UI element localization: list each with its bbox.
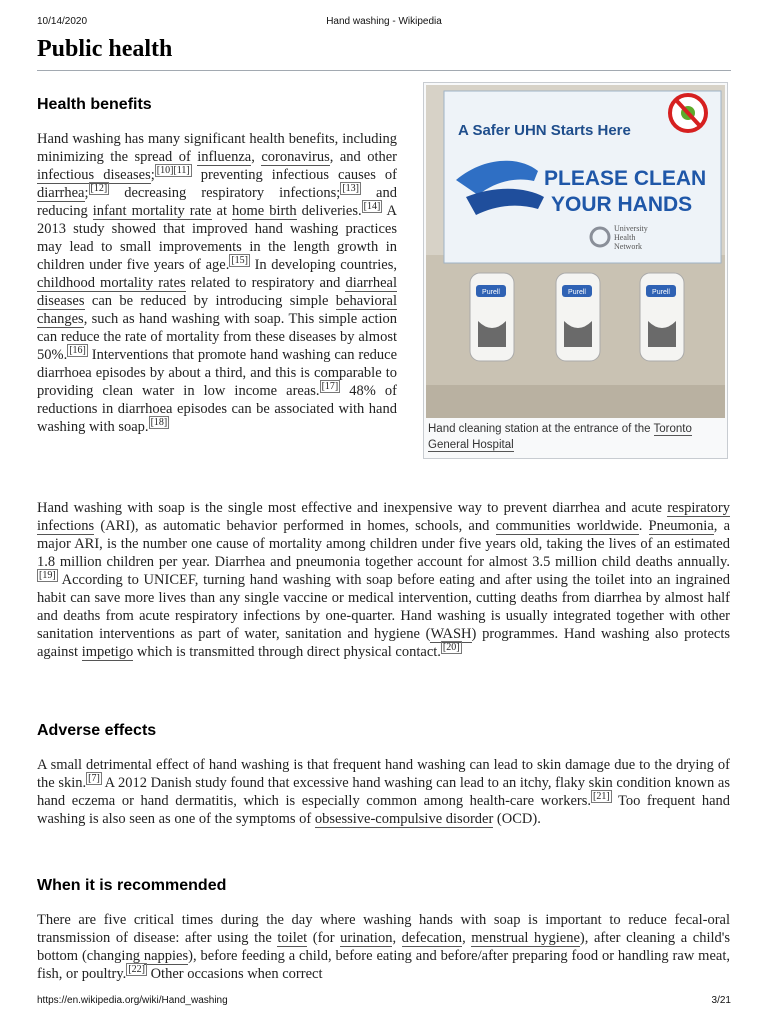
section-heading-health-benefits: Health benefits — [37, 96, 152, 113]
paragraph-when-recommended: There are five critical times during the day where washing hands with soap is important to reduce fecal-oral transmission of disease: after using the toilet (for urination, defecation, menstrual hygiene), after cleaning a child's bottom (changing nappies), before feeding a child, before eating and before/after preparing food or handling raw meat, fish, or poultry. [22] Other occasions when correct — [37, 912, 731, 982]
dispenser-brand-label: Purell — [482, 289, 500, 296]
title-divider — [37, 70, 731, 71]
logo-text-1: University — [614, 224, 648, 233]
print-date: 10/14/2020 — [37, 16, 88, 27]
dispenser-center-icon — [556, 273, 600, 361]
dispenser-brand-label: Purell — [568, 289, 586, 296]
link-diarrhea[interactable]: diarrhea — [37, 185, 85, 201]
dispenser-left-icon — [470, 273, 514, 361]
link-wash[interactable]: WASH — [430, 626, 472, 642]
print-url: https://en.wikipedia.org/wiki/Hand_washing — [37, 995, 228, 1006]
reference-link[interactable]: [13] — [342, 183, 360, 195]
sign-top-text: A Safer UHN Starts Here — [458, 122, 631, 139]
reference-link[interactable]: [7] — [88, 773, 100, 785]
dispenser-right-icon — [640, 273, 684, 361]
link-communities-worldwide[interactable]: communities worldwide — [495, 518, 639, 534]
link-coronavirus[interactable]: coronavirus — [261, 149, 330, 165]
link-pneumonia[interactable]: Pneumonia — [648, 518, 714, 534]
reference-link[interactable]: [14] — [363, 201, 381, 213]
reference-link[interactable]: [18] — [150, 417, 168, 429]
link-urination[interactable]: urination — [340, 930, 393, 946]
reference-link[interactable]: [12] — [90, 183, 108, 195]
reference-link[interactable]: [19] — [39, 570, 56, 582]
link-respiratory-infections[interactable]: respiratory infections — [37, 500, 730, 534]
link-impetigo[interactable]: impetigo — [81, 644, 134, 660]
reference-link[interactable]: [17] — [321, 381, 339, 393]
print-title: Hand washing - Wikipedia — [326, 16, 442, 27]
link-nappies[interactable]: nappies — [143, 948, 189, 964]
reference-link[interactable]: [15] — [231, 255, 248, 267]
sign-main-line-1: PLEASE CLEAN — [544, 167, 707, 190]
figure-caption: Hand cleaning station at the entrance of the Toronto General Hospital — [428, 423, 692, 451]
link-infectious-diseases[interactable]: infectious diseases — [37, 167, 151, 183]
reference-link[interactable]: [22] — [128, 964, 145, 976]
logo-text-2: Health — [614, 233, 636, 242]
section-heading-adverse-effects: Adverse effects — [37, 722, 157, 739]
print-page-number: 3/21 — [711, 995, 731, 1006]
dispenser-brand-label: Purell — [652, 289, 670, 296]
reference-link[interactable]: [16] — [69, 345, 86, 357]
reference-link[interactable]: [10][11] — [156, 165, 190, 177]
hand-cleaning-station-image[interactable] — [426, 85, 725, 418]
link-home-birth[interactable]: home birth — [232, 203, 297, 219]
no-germ-icon — [670, 95, 706, 131]
link-infant-mortality-rate[interactable]: infant mortality rate — [92, 203, 212, 219]
link-influenza[interactable]: influenza — [197, 149, 252, 165]
link-childhood-mortality-rates[interactable]: childhood mortality rates — [37, 275, 186, 291]
link-toilet[interactable]: toilet — [277, 930, 308, 946]
page-title: Public health — [37, 36, 173, 62]
link-toronto-general-hospital[interactable]: Toronto General Hospital — [428, 423, 692, 451]
section-heading-when-recommended: When it is recommended — [37, 877, 227, 894]
link-obsessive-compulsive-disorder[interactable]: obsessive-compulsive disorder — [314, 811, 494, 827]
reference-link[interactable]: [20] — [442, 642, 460, 654]
link-diarrheal-diseases[interactable]: diarrheal diseases — [37, 275, 397, 309]
link-menstrual-hygiene[interactable]: menstrual hygiene — [471, 930, 580, 946]
figure-hand-cleaning-station — [423, 82, 728, 459]
link-behavioral-changes[interactable]: behavioral changes — [37, 293, 397, 327]
paragraph-health-benefits: Hand washing has many significant health benefits, including minimizing the spread of influenza, coronavirus, and other infectious diseases; [10][11] preventing infectious causes of diarrhea; [12] decreasing respiratory infections; [13] and reducing infant mortality rate at home birth deliveries. [14] A 2013 study showed that improved hand washing practices may lead to small improvements in the length growth in children under five years of age. [15] In developing countries, childhood mortality rates related to respiratory and diarrheal diseases can be reduced by introducing simple behavioral changes, such as hand washing with soap. This simple action can reduce the rate of mortality from these diseases by almost 50%. [16] Interventions that promote hand washing can reduce diarrhoea episodes by about a third, and this is comparable to providing clean water in low income areas. [17] 48% of reductions in diarrhoea episodes can be associated with hand washing with soap. [18] — [37, 131, 398, 435]
paragraph-soap-effectiveness: Hand washing with soap is the single most effective and inexpensive way to prevent diarrhea and acute respiratory infections (ARI), as automatic behavior performed in homes, schools, and communities worldwide. Pneumonia, a major ARI, is the number one cause of mortality among children under five years old, taking the lives of an estimated 1.8 million children per year. Diarrhea and pneumonia together account for almost 3.5 million child deaths annually.[19] According to UNICEF, turning hand washing with soap before eating and after using the toilet into an ingrained habit can save more lives than any single vaccine or medical intervention, cutting deaths from diarrhea by almost half and deaths from acute respiratory infections by one-quarter. Hand washing is usually integrated together with other sanitation interventions as part of water, sanitation and hygiene (WASH) programmes. Hand washing also protects against impetigo which is transmitted through direct physical contact. [20] — [37, 500, 731, 660]
link-defecation[interactable]: defecation — [401, 930, 463, 946]
sign-main-line-2: YOUR HANDS — [551, 193, 693, 216]
paragraph-adverse-effects: A small detrimental effect of hand washing is that frequent hand washing can lead to skin damage due to the drying of the skin. [7] A 2012 Danish study found that excessive hand washing can lead to an itchy, flaky skin condition known as hand eczema or hand dermatitis, which is especially common among health-care workers. [21] Too frequent hand washing is also seen as one of the symptoms of obsessive-compulsive disorder (OCD). — [37, 757, 731, 827]
reference-link[interactable]: [21] — [593, 791, 610, 803]
logo-text-3: Network — [614, 242, 642, 251]
